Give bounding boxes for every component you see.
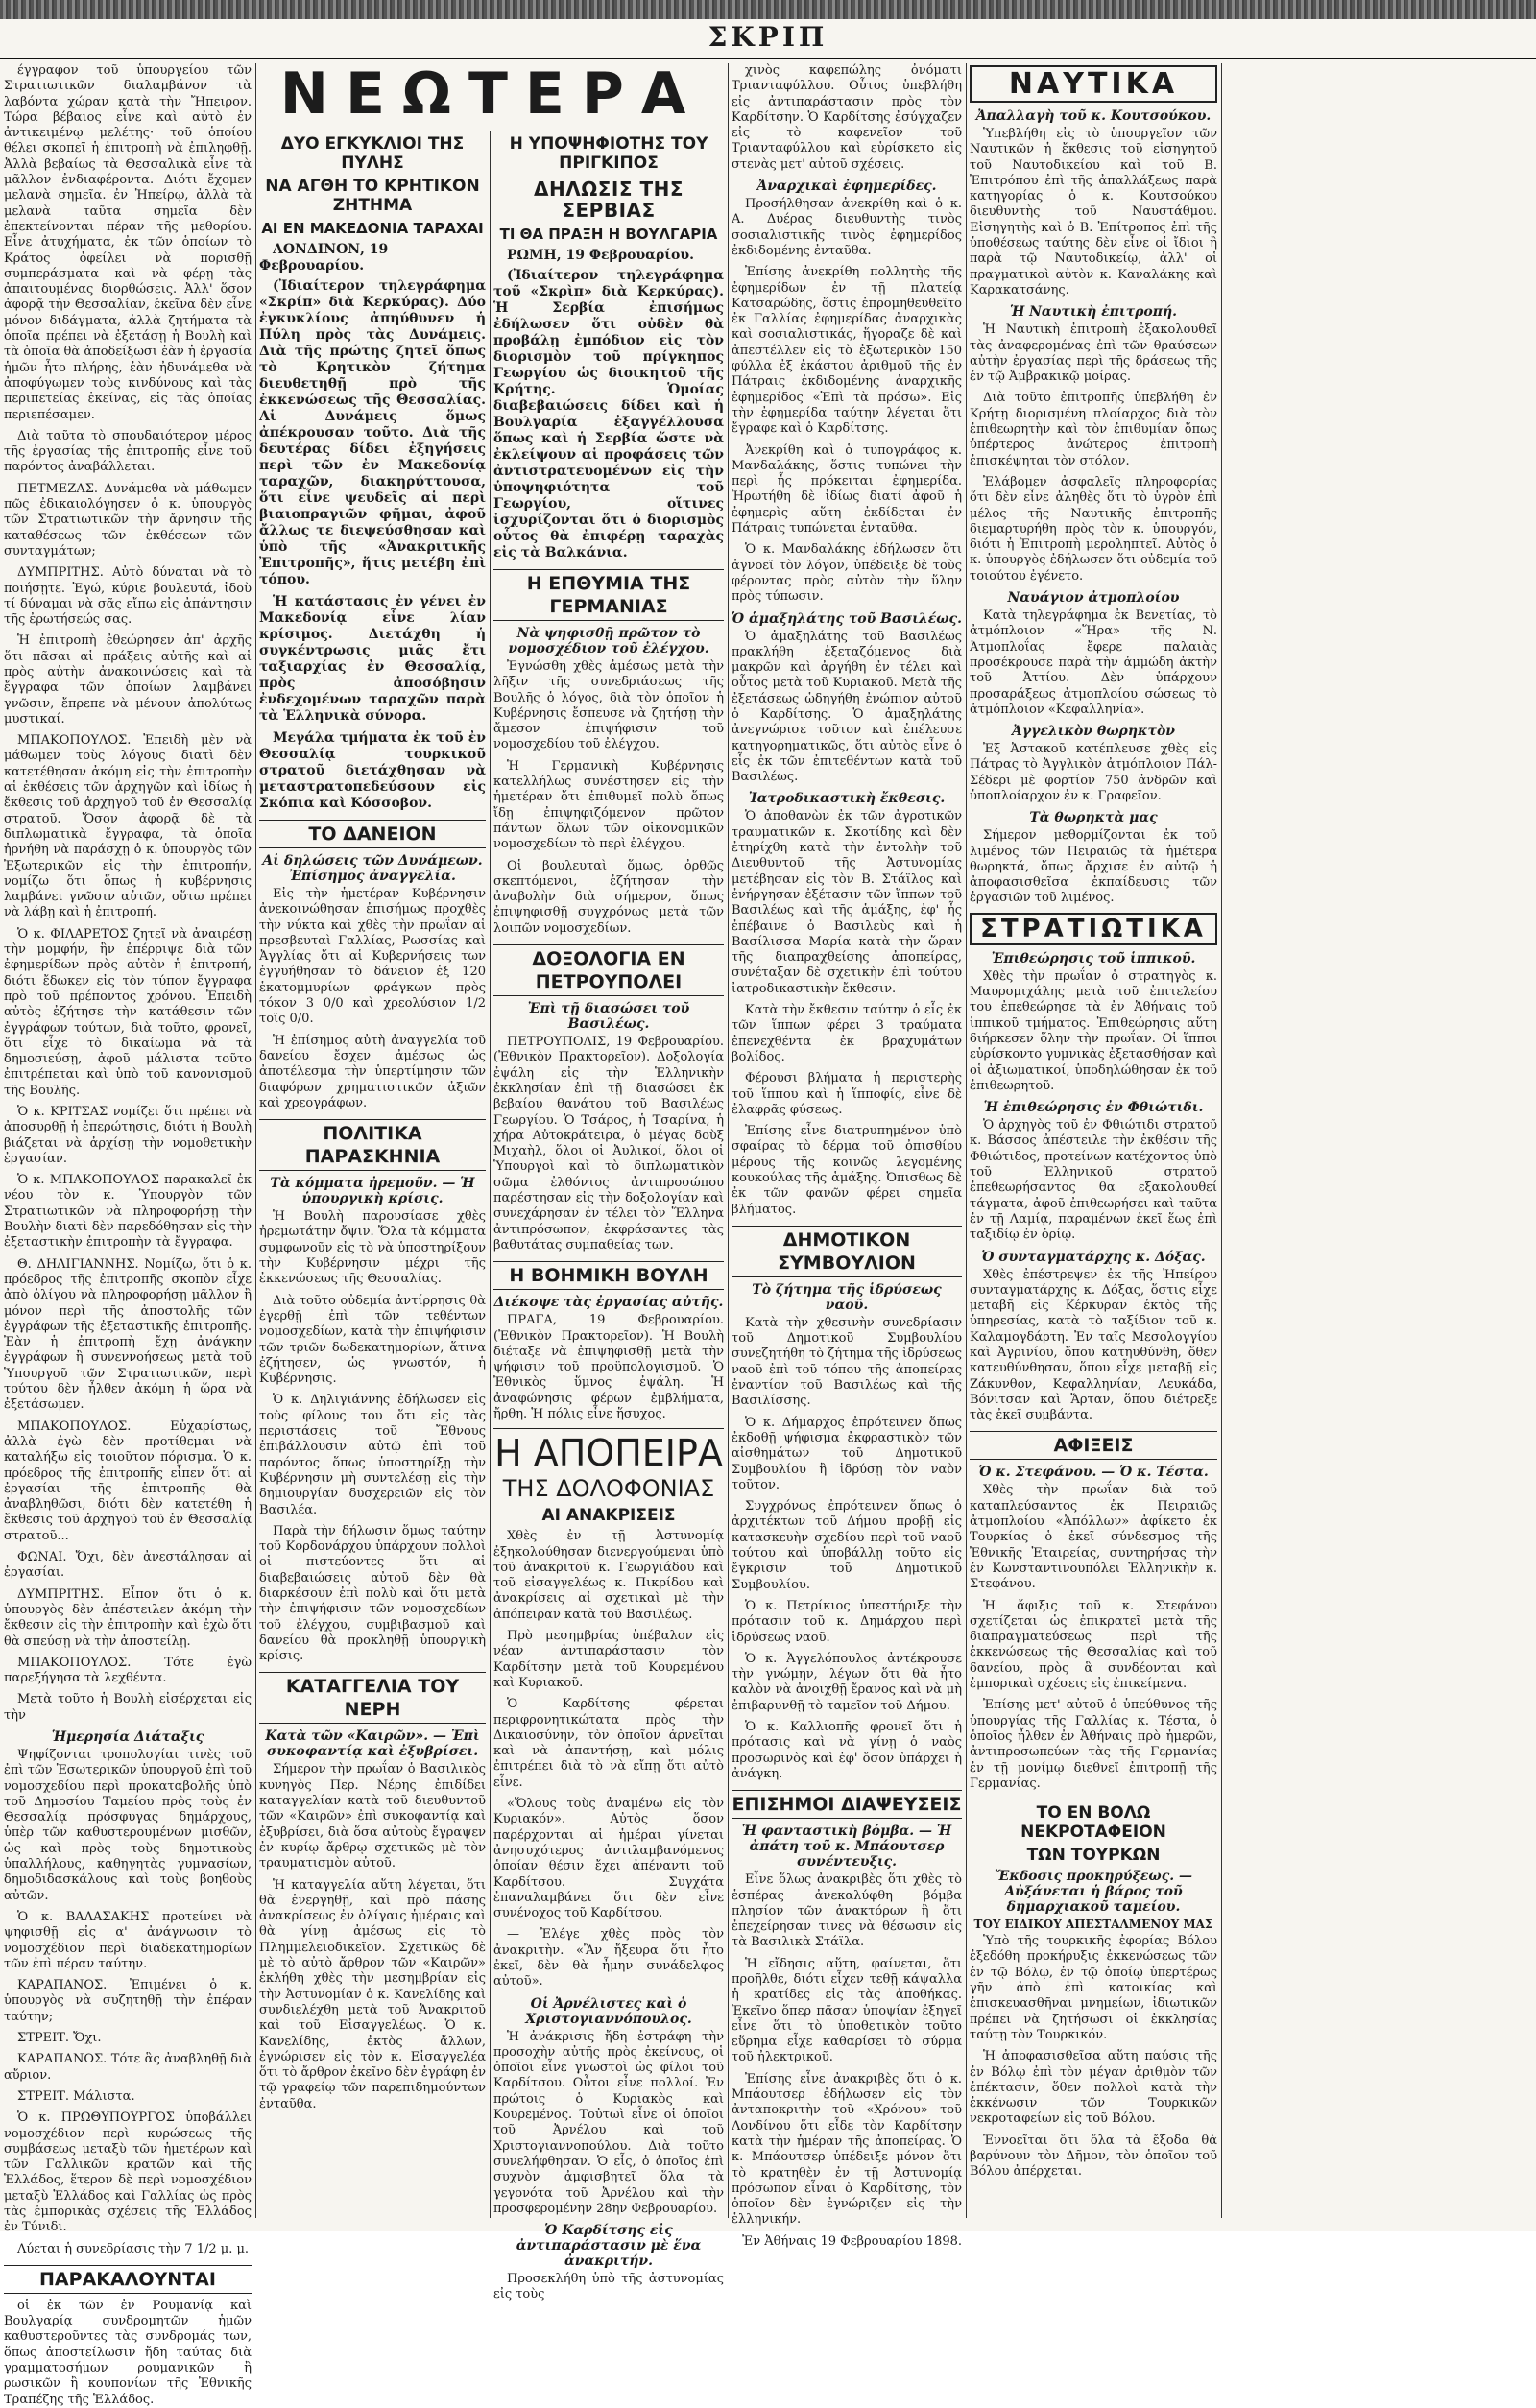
paragraph: Θ. ΔΗΛΙΓΙΑΝΝΗΣ. Νομίζω, ὅτι ὁ κ. πρόεδρος τῆς ἐπιτροπῆς σκοπὸν εἶχε ἀπὸ ὀλίγου νὰ πληροφορήσῃ μᾶλλον ἢ μόνον περὶ τῆς ἀποστολῆς τῶν ἐγγράφων τῆς ἐξεταστικῆς ἐπιτροπῆς. Ἐὰν ἡ ἐπιτροπὴ ἔχῃ ἀνάγκην ἐγγράφων ἢ συνεννοήσεως μετὰ τοῦ Ὑπουργοῦ τῶν Στρατιωτικῶν, περὶ τούτου δὲν ἦλθεν ἀκόμη ἡ ὥρα νὰ ἐξετάσωμεν. xyxy=(4,1256,252,1413)
paragraph: Ἡ Γερμανικὴ Κυβέρνησις κατελλήλως συνέστησεν εἰς τὴν ἡμετέραν ὅτι ἐπιθυμεῖ πολὺ ὅπως ἴδῃ ἐπιψηφιζόμενον πρῶτον πάντων ὅλων τῶν οἰκονομικῶν νομοσχεδίων τὸ περὶ ἐλέγχου. xyxy=(493,758,724,852)
paragraph: ΜΠΑΚΟΠΟΥΛΟΣ. Ἐπειδὴ μὲν νὰ μάθωμεν τοὺς λόγους διατὶ δὲν κατετέθησαν ἀκόμη εἰς τὴν ἐπιτροπὴν αἱ ἐκθέσεις τῶν ἀρχηγῶν καὶ ἰδίως ἡ ἔκθεσις τοῦ ἀρχηγοῦ τοῦ ἐν Θεσσαλίᾳ στρατοῦ. Ὅσον ἀφορᾷ δὲ τὰ διπλωματικὰ ἔγγραφα, τὰ ὁποῖα ἠρνήθη νὰ παράσχῃ ὁ κ. ὑπουργὸς τῶν Ἐξωτερικῶν εἰς τὴν ἐπιτροπήν, νομίζω ὅτι ὅπως ἡ κυβέρνησις λαμβάνει γνῶσιν αὐτῶν, οὕτω πρέπει νὰ λάβῃ καὶ ἡ ἐπιτροπή. xyxy=(4,733,252,920)
paragraph: Διὰ τοῦτο οὐδεμία ἀντίρρησις θὰ ἐγερθῇ ἐπὶ τῶν τεθέντων νομοσχεδίων, κατὰ τὴν ἐπιψήφισιν τῶν τριῶν δωδεκατημορίων, ἅτινα ἐζήτησεν, ὡς γνωστόν, ἡ Κυβέρνησις. xyxy=(259,1293,486,1387)
telegram-text: Μεγάλα τμήματα ἐκ τοῦ ἐν Θεσσαλίᾳ τουρκικοῦ στρατοῦ διετάχθησαν νὰ μεταστρατοπεδεύσουν εἰς Σκόπια καὶ Κόσσοβον. xyxy=(259,730,486,811)
paragraph: ΔΥΜΠΡΙΤΗΣ. Εἶπον ὅτι ὁ κ. ὑπουργὸς δὲν ἀπέστειλεν ἀκόμη τὴν ἔκθεσιν εἰς τὴν ἐπιτροπὴν καὶ ἐχὼ ὅτι θὰ σπεύσῃ νὰ τὴν ἀποστείλῃ. xyxy=(4,1586,252,1649)
paragraph: ΠΕΤΜΕΖΑΣ. Δυνάμεθα νὰ μάθωμεν πῶς ἐδικαιολόγησεν ὁ κ. ὑπουργὸς τῶν Στρατιωτικῶν τὴν ἄρνησιν τῆς καταθέσεως τῶν ἐκθέσεων τῶν συνταγμάτων; xyxy=(4,481,252,559)
paragraph: Ὁ κ. Ἀγγελόπουλος ἀντέκρουσε τὴν γνώμην, λέγων ὅτι θὰ ἦτο καλὸν νὰ ἀνοιχθῇ ἔρανος καὶ νὰ μὴ ἐπιβαρυνθῇ τὸ ταμεῖον τοῦ Δήμου. xyxy=(732,1651,962,1713)
paragraph: Παρὰ τὴν δήλωσιν ὅμως ταύτην τοῦ Κορδονάρχου ὑπάρχουν πολλοὶ οἱ πιστεύοντες ὅτι αἱ διαβεβαιώσεις αὐτοῦ δὲν θὰ διαρκέσουν ἐπὶ πολὺ καὶ ὅτι μετὰ τὴν ἐπιψήφισιν τῶν νομοσχεδίων τοῦ ἐλέγχου, συμβιβασμοῦ καὶ δανείου θὰ προκληθῇ ὑπουργικὴ κρίσις. xyxy=(259,1523,486,1664)
paragraph: ΜΠΑΚΟΠΟΥΛΟΣ. Τότε ἐγὼ παρεξήγησα τὰ λεχθέντα. xyxy=(4,1655,252,1686)
paragraph: Ἐπίσης ἀνεκρίθη πολλητὴς τῆς ἐφημερίδων ἐν τῇ πλατείᾳ Κατσαρώδης, ὅστις ἐπρομηθευθεῖτο ἐκ Γαλλίας ἐφημερίδας ἀναρχικὰς καὶ σοσιαλιστικάς, ἥγοραζε δὲ καὶ ἀπεστέλλεν εἰς τὸ ἐξωτερικὸν 150 φύλλα ἐξ ἑκάστου ἀριθμοῦ τῆς ἐν Πάτραις ἐκδιδομένης ἀναρχικῆς ἐφημερίδος «Ἐπὶ τὰ πρόσω». Εἰς τὴν ἐφημερίδα ταύτην λέγεται ὅτι ἔγραφε καὶ ὁ Καρδίτσης. xyxy=(732,265,962,437)
column-1 xyxy=(4,63,252,2407)
paragraph: Λύεται ἡ συνεδρίασις τὴν 7 1/2 μ. μ. xyxy=(17,2241,250,2256)
section-heading: Η ΕΠΘΥΜΙΑ ΤΗΣ ΓΕΡΜΑΝΙΑΣ xyxy=(493,569,724,621)
section-subheading: Ἡ φανταστικὴ βόμβα. — Ἡ ἀπάτη τοῦ κ. Μπάουτσερ συνέντευξις. xyxy=(741,1824,952,1871)
section-subheading: Ἐπιθεώρησις τοῦ ἱππικοῦ. xyxy=(991,950,1196,966)
notice-heading: ΠΑΡΑΚΑΛΟΥΝΤΑΙ xyxy=(4,2265,252,2294)
masthead-rule xyxy=(0,58,1536,59)
paragraph: Ὁ κ. ΠΡΩΘΥΠΟΥΡΓΟΣ ὑποβάλλει νομοσχέδιον περὶ κυρώσεως τῆς συμβάσεως μεταξὺ τῶν ἡμετέρων καὶ τῶν Γαλλικῶν κρατῶν καὶ τῆς Ἑλλάδος, ἕτερον δὲ περὶ νομοσχέδιον μεταξὺ Ἑλλάδος καὶ Γαλλίας ὡς πρὸς τὰς ἐμπορικὰς σχέσεις τῆς Ἑλλάδος ἐν Τύνιδι. xyxy=(4,2110,252,2235)
headline: ΤΟ ΕΝ ΒΟΛΩ ΝΕΚΡΟΤΑΦΕΙΟΝ xyxy=(970,1800,1217,1842)
paragraph: Ὁ κ. Δήμαρχος ἐπρότεινεν ὅπως ἐκδοθῇ ψήφισμα ἐκφραστικὸν τῶν αἰσθημάτων τοῦ Δημοτικοῦ Συμβουλίου ἢ ἱδρύσῃ τὸν ναὸν τοῦτον. xyxy=(732,1415,962,1492)
section-heading: ΠΟΛΙΤΙΚΑ ΠΑΡΑΣΚΗΝΙΑ xyxy=(259,1119,486,1171)
paragraph: Ὁ ἀρχηγὸς τοῦ ἐν Φθιώτιδι στρατοῦ κ. Βάσσος ἀπέστειλε τὴν ἐκθέσιν τῆς Φθιώτιδος, προτείνων κατέχοντος ὑπὸ τοῦ Ἑλληνικοῦ στρατοῦ ἐπεθεωρήσαντος θα εξακολουθεί τάγματα, ἀφοῦ ἐπιθεωρήσει καὶ ταῦτα ἐν τῇ Λαμίᾳ, παραμένων ἐκεῖ ἕως ἐπὶ ταξιδίῳ ἐν ὁρίῳ. xyxy=(970,1118,1217,1243)
paragraph: Ἡ καταγγελία αὕτη λέγεται, ὅτι θὰ ἐνεργηθῇ, καὶ πρὸ πάσης ἀνακρίσεως ἐν ὀλίγαις ἡμέραις καὶ θὰ γίνῃ ἀμέσως εἰς τὸ Πλημμελειοδικεῖον. Σχετικῶς δὲ μὲ τὸ αὐτὸ ἄρθρον τῶν «Καιρῶν» ἐκλήθη χθὲς τὴν μεσημβρίαν εἰς τὴν Ἀστυνομίαν ὁ κ. Κανελίδης καὶ συνδιελέχθη μετὰ τοῦ Ἀνακριτοῦ καὶ τοῦ Εἰσαγγελέως. Ὁ κ. Κανελίδης, ἐκτὸς ἄλλων, ἐγνώρισεν εἰς τὸν κ. Εἰσαγγελέα ὅτι τὸ ἄρθρον ἐκεῖνο δὲν ἐγράφη ἐν τῷ γραφείῳ τῶν παρεπιδημούντων ἐνταῦθα. xyxy=(259,1877,486,2111)
neotera-banner: ΝΕΩΤΕΡΑ xyxy=(279,60,704,128)
paragraph: Ἐπίσης μετ' αὐτοῦ ὁ ὑπεύθυνος τῆς ὑπουργίας τῆς Γαλλίας κ. Τέστα, ὁ ὁποῖος ἦλθεν ἐν Ἀθήναις πρὸ ἡμερῶν, ἀντιπροσωπεύων τὰς τῆς Γερμανίας ἐν τῇ μονίμῳ διεθνεῖ ἐπιτροπῇ τῆς Γερμανίας. xyxy=(970,1698,1217,1791)
section-subheading: Ἀγγελικὸν θωρηκτὸν xyxy=(1012,724,1175,740)
paragraph: Ἡ Βουλὴ παρουσίασε χθὲς ἠρεμωτάτην ὄψιν. Ὅλα τὰ κόμματα συμφωνοῦν εἰς τὸ νὰ ὑποστηρίξουν τὴν Κυβέρνησιν μέχρι τῆς ἐκκενώσεως τῆς Θεσσαλίας. xyxy=(259,1209,486,1287)
paragraph: Ἐξ Ἀστακοῦ κατέπλευσε χθὲς εἰς Πάτρας τὸ Ἀγγλικὸν ἀτμόπλοιον Πάλ-Σέδερι μὲ φορτίον 750 ἀνδρῶν καὶ ὑποπλοίαρχον ἐν κ. Γραφεῖον. xyxy=(970,742,1217,803)
paragraph: Χθὲς τὴν πρωΐαν διὰ τοῦ καταπλεύσαντος ἐκ Πειραιῶς ἀτμοπλοίου «Ἀπόλλων» ἀφίκετο ἐκ Τουρκίας ὁ ἐκεῖ σύνδεσμος τῆς Ἐθνικῆς Ἐταιρείας, συντηρήσας τὴν ἐν Κωνσταντινουπόλει Ἑλληνικὴν κ. Στεφάνου. xyxy=(970,1483,1217,1592)
headline: Η ΥΠΟΨΗΦΙΟΤΗΣ ΤΟΥ ΠΡΙΓΚΙΠΟΣ xyxy=(509,134,708,173)
headline: ΤΩΝ ΤΟΥΡΚΩΝ xyxy=(1026,1846,1161,1866)
section-heading: ΑΦΙΞΕΙΣ xyxy=(970,1431,1217,1460)
headline: ΝΑ ΑΓΘΗ ΤΟ ΚΡΗΤΙΚΟΝ ΖΗΤΗΜΑ xyxy=(265,177,480,215)
paragraph: Φέρουσι βλήματα ἡ περιστερὴς τοῦ ἵππου καὶ ἡ ἵπποφίς, εἶνε δὲ ἐλαφρᾶς φύσεως. xyxy=(732,1071,962,1117)
headline: ΑΙ ΕΝ ΜΑΚΕΔΟΝΙΑ ΤΑΡΑΧΑΙ xyxy=(261,220,484,237)
column-6-margin xyxy=(1225,63,1532,2218)
column-2 xyxy=(259,131,486,2218)
paragraph: Ἐννοεῖται ὅτι ὅλα τὰ ἔξοδα θὰ βαρύνουν τὸν Δῆμον, τὸν ὁποῖον τοῦ Βόλου ἀπέρχεται. xyxy=(970,2133,1217,2180)
paragraph: Κατὰ τὴν ἔκθεσιν ταύτην ὁ εἷς ἐκ τῶν ἵππων φέρει 3 τραύματα ἐπενεχθέντα ἐκ βραχυμάτων βολίδος. xyxy=(732,1003,962,1064)
headline: ΔΥΟ ΕΓΚΥΚΛΙΟΙ ΤΗΣ ΠΥΛΗΣ xyxy=(280,134,465,173)
paragraph: Ὁ ἀποθανὼν ἐκ τῶν ἀγροτικῶν τραυματικῶν κ. Σκοτίδης καὶ δὲν ἐτηρίχθη κατὰ τὴν ἐντολὴν τοῦ Διευθυντοῦ τῆς Ἀστυνομίας μετέβησαν εἰς τὸν Β. Στάϊλος καὶ ἐνήργησαν ἐξέτασιν τῶν ἵππων τοῦ Βασιλέως καὶ τῆς ἁμάξης, ἐφ' ἧς ἐπέβαινε ὁ Βασιλεὺς καὶ ἡ Βασίλισσα Μαρία κατὰ τὴν ὥραν τῆς διαπραχθείσης ἀποπείρας, συνέταξαν δὲ σχετικὴν ἐπὶ τούτου ἰατροδικαστικὴν ἔκθεσιν. xyxy=(732,809,962,996)
paragraph: Πρὸ μεσημβρίας ὑπέβαλον εἰς νέαν ἀντιπαράστασιν τὸν Καρδίτσην μετὰ τοῦ Κουρεμένου καὶ Κυριακοῦ. xyxy=(493,1629,724,1690)
paragraph: Εἰς τὴν ἡμετέραν Κυβέρνησιν ἀνεκοινώθησαν ἐπισήμως προχθὲς τὴν νύκτα καὶ χθὲς τὴν πρωΐαν αἱ πρεσβευταὶ Γαλλίας, Ρωσσίας καὶ Ἀγγλίας ὅτι αἱ Κυβερνήσεις των ἐγγυήθησαν τὸ δάνειον ἐξ 120 ἑκατομμυρίων φράγκων πρὸς τόκον 3 0/0 καὶ χρεολύσιον 1/2 τοῖς 0/0. xyxy=(259,887,486,1027)
paragraph: ΜΠΑΚΟΠΟΥΛΟΣ. Εὐχαρίστως, ἀλλὰ ἐγὼ δὲν προτίθεμαι νὰ καταλήξω εἰς τοιοῦτον πόρισμα. Ὁ κ. πρόεδρος τῆς ἐπιτροπῆς εἶπεν ὅτι αἱ ἐργασίαι τῆς ἐπιτροπῆς θὰ ἀναβληθῶσι, διότι δὲν κατετέθη ἡ ἔκθεσις τοῦ ἀρχηγοῦ τοῦ ἐν Θεσσαλίᾳ στρατοῦ... xyxy=(4,1419,252,1543)
section-subheading: Ὁ συνταγματάρχης κ. Δόξας. xyxy=(981,1249,1206,1265)
section-heading: Η ΒΟΗΜΙΚΗ ΒΟΥΛΗ xyxy=(493,1261,724,1290)
paragraph: Ὁ κ. Δηλιγιάννης ἐδήλωσεν εἰς τοὺς φίλους του ὅτι εἰς τὰς περιστάσεις τοῦ Ἔθνους ἐπιβάλλουσιν αὐτῷ ἐπὶ τοῦ παρόντος ὅπως ὑποστηρίξῃ τὴν Κυβέρνησιν μὴ συντελέσῃ εἰς τὴν δημιουργίαν δυσχερειῶν εἰς τὸν Βασιλέα. xyxy=(259,1393,486,1517)
section-subheading: Ναυάγιον ἀτμοπλοίου xyxy=(1007,590,1180,607)
paragraph: Ὁ κ. ΦΙΛΑΡΕΤΟΣ ζητεῖ νὰ ἀναιρέσῃ τὴν μομφήν, ἣν ἐπέρριψε διὰ τῶν ἐφημερίδων πρὸς αὐτὸν ἡ ἐπιτροπή, διότι ἔδωκεν εἰς τὸν τύπον ἔγγραφα πρὸ τοῦ πρέποντος χρόνου. Ἐπειδὴ αὐτὸς ἐζήτησε τὴν κατάθεσιν τῶν ἐγγράφων τούτων, διὰ τοῦτο, φρονεῖ, ὅτι εἶχε τὸ δικαίωμα νὰ τὰ δημοσιεύσῃ, ἀφοῦ μάλιστα τοῦτο ἐπιτρέπεται καὶ ὑπὸ τοῦ κανονισμοῦ τῆς Βουλῆς. xyxy=(4,926,252,1098)
paragraph: Ἡ ἀποφασισθεῖσα αὕτη παύσις τῆς ἐν Βόλῳ ἐπὶ τὸν μέγαν ἀριθμὸν τῶν ἐπέκτασιν, ὅθεν πολλοὶ κατὰ τὴν ἐκκένωσιν τῶν Τουρκικῶν νεκροταφείων εἰς τοῦ Βόλου. xyxy=(970,2049,1217,2127)
section-subheading: Διέκοψε τὰς ἐργασίας αὐτῆς. xyxy=(493,1295,724,1311)
paragraph: χινὸς καφεπώλης ὀνόματι Τριανταφύλλου. Οὗτος ὑπεβλήθη εἰς ἀντιπαράστασιν πρὸς τὸν Καρδίτσην. Ὁ Καρδίτσης ἐσύγχαζεν εἰς τὸ καφενεῖον τοῦ Τριανταφύλλου καὶ εὑρίσκετο εἰς στενὰς μετ' αὐτοῦ σχέσεις. xyxy=(732,63,962,172)
paragraph: ΠΕΤΡΟΥΠΟΛΙΣ, 19 Φεβρουαρίου. (Ἐθνικὸν Πρακτορεῖον). Δοξολογία ἐψάλη εἰς τὴν Ἑλληνικὴν ἐκκλησίαν ἐπὶ τῇ διασώσει ἐκ βεβαίου θανάτου τοῦ Βασιλέως Γεωργίου. Ὁ Τσάρος, ἡ Τσαρίνα, ἡ χήρα Αὐτοκράτειρα, ὁ μέγας δοὺξ Μιχαὴλ, ὅλοι οἱ Ἀυλικοί, ὅλοι οἱ Ὑπουργοὶ καὶ τὸ διπλωματικὸν σῶμα ἐλθόντος ἀντιπροσώπου παρέστησαν εἰς τὴν δοξολογίαν καὶ συνεχάρησαν ἐν τέλει τὸν Ἕλληνα ἀντιπρόσωπον, ἐκφράσαντες τὰς βαθυτάτας συμπαθείας των. xyxy=(493,1035,724,1252)
paragraph: Ἡ εἴδησις αὕτη, φαίνεται, ὅτι προῆλθε, διότι εἶχεν τεθῇ κάψαλλα ἡ κρατίδες εἰς τὰς ἀποθήκας. Ἐκεῖνο ὅπερ πᾶσαν ὑποψίαν ἐξηγεῖ εἶνε ὅτι τὸ ὑποθετικὸν τοῦτο εὕρημα εἶχε καθαρίσει τὸ σύρμα τοῦ ἠλεκτρικοῦ. xyxy=(732,1956,962,2065)
column-5 xyxy=(970,63,1217,2218)
byline: ΤΟΥ ΕΙΔΙΚΟΥ ΑΠΕΣΤΑΛΜΕΝΟΥ ΜΑΣ xyxy=(973,1918,1213,1932)
paragraph: «Ὅλους τοὺς ἀναμένω εἰς τὸν Κυριακόν». Αὐτὸς ὅσον παρέρχονται αἱ ἡμέραι γίνεται ἀνησυχότερος ἀντιλαμβανόμενος ὁποίαν θέσιν ἔχει ἀπέναντι τοῦ Καρδίτσου. Συγχάτα ἐπαναλαμβάνει ὅτι δὲν εἶνε συνένοχος τοῦ Καρδίτσου. xyxy=(493,1797,724,1921)
dateline: ΛΟΝΔΙΝΟΝ, 19 Φεβρουαρίου. xyxy=(259,242,389,274)
paragraph: ΣΤΡΕΙΤ. Μάλιστα. xyxy=(17,2088,135,2104)
paragraph: Ψηφίζονται τροπολογίαι τινὲς τοῦ ἐπὶ τῶν Ἐσωτερικῶν ὑπουργοῦ ἐπὶ τοῦ νομοσχεδίου περὶ προκαταβολῆς ὑπὸ τοῦ Δημοσίου Ταμείου πρὸς τοὺς ἐν Θεσσαλίᾳ πρόσφυγας δημάρχους, ὑπὲρ τῶν καθυστερουμένων μισθῶν, ὡς καὶ πρὸς τοὺς δημοτικοὺς ὑπαλλήλους, καθηγητὰς γυμνασίων, δημοδιδασκάλους καὶ τοὺς βοηθοὺς αὐτῶν. xyxy=(4,1747,252,1903)
paragraph: Προσήλθησαν ἀνεκρίθη καὶ ὁ κ. Α. Δυέρας διευθυντὴς τινὸς σοσιαλιστικῆς τινὸς ἐφημερίδος ἐκδιδομένης ἐνταῦθα. xyxy=(732,197,962,258)
paragraph: Χθὲς ἐν τῇ Ἀστυνομίᾳ ἐξηκολούθησαν διενεργούμεναι ὑπὸ τοῦ ἀνακριτοῦ κ. Γεωργιάδου καὶ τοῦ εἰσαγγελέως κ. Πικρίδου καὶ ἀνακρίσεις αἱ σχετικαὶ μὲ τὴν ἀπόπειραν κατὰ τοῦ Βασιλέως. xyxy=(493,1529,724,1622)
section-subheading: Ἐπὶ τῇ διασώσει τοῦ Βασιλέως. xyxy=(527,1001,690,1033)
section-subheading: Ὁ κ. Στεφάνου. — Ὁ κ. Τέστα. xyxy=(978,1465,1209,1481)
paragraph: Σήμερον τὴν πρωΐαν ὁ Βασιλικὸς κυνηγὸς Περ. Νέρης ἐπιδίδει καταγγελίαν κατὰ τοῦ διευθυντοῦ τῶν «Καιρῶν» ἐπὶ συκοφαντίᾳ καὶ ἐξυβρίσει, διὰ ὅσα αὐτοὺς ἔγραψεν ἐν κυρίῳ ἄρθρῳ σχετικῶς μὲ τὸν τραυματισμὸν αὐτοῦ. xyxy=(259,1762,486,1872)
paragraph: Ὁ κ. Πετρίκιος ὑπεστήριξε τὴν πρότασιν τοῦ κ. Δημάρχου περὶ ἱδρύσεως ναοῦ. xyxy=(732,1598,962,1645)
paragraph: Ὑπεβλήθη εἰς τὸ ὑπουργεῖον τῶν Ναυτικῶν ἡ ἔκθεσις τοῦ εἰσηγητοῦ τοῦ Ναυτοδικείου καὶ τοῦ Β. Ἐπιτρόπου ἐπὶ τῆς ἀπαλλάξεως παρὰ κατηγορίας ὁ κ. Κουτσούκου διευθυντὴς τοῦ Ναυστάθμου. Εἰσηγητὴς καὶ ὁ Β. Ἐπίτροπος ἐπὶ τῆς ὑποθέσεως ταύτης δὲν εἶνε οἱ ἴδιοι ἢ παρὰ τῷ Ναυτοδικείῳ, ἀλλ' οἱ πραγματικοὶ αὐτὸν κ. Καναλάκης καὶ Καρακατσάνης. xyxy=(970,127,1217,298)
masthead: ΣΚΡΙΠ xyxy=(708,21,828,53)
section-heading: ΤΟ ΔΑΝΕΙΟΝ xyxy=(259,820,486,848)
paragraph: Ἡ ἐπιτροπὴ ἐθεώρησεν ἀπ' ἀρχῆς ὅτι πᾶσαι αἱ πράξεις αὐτῆς καὶ αἱ πρὸς αὐτὴν ἀνακοινώσεις καὶ τὰ ἔγγραφα τῶν ὁποίων λαμβάνει γνῶσιν, ἔπρεπε νὰ μένουν ἀπολύτως μυστικαί. xyxy=(4,633,252,727)
dateline: ΡΩΜΗ, 19 Φεβρουαρίου. xyxy=(507,248,694,263)
paragraph: Ὁ κ. Καλλιοπῆς φρονεῖ ὅτι ἡ πρότασις καὶ νὰ γίνῃ ὁ ναὸς προσωρινὸς καὶ ἐφ' ὅσον ὑπάρχει ἡ ἀνάγκη. xyxy=(732,1720,962,1781)
top-border-band xyxy=(0,0,1536,19)
headline: ΤΙ ΘΑ ΠΡΑΞΗ Η ΒΟΥΛΓΑΡΙΑ xyxy=(499,226,718,243)
telegram-text: Ἡ κατάστασις ἐν γένει ἐν Μακεδονίᾳ εἶνε λίαν κρίσιμος. Διετάχθη ἡ συγκέντρωσις μιᾶς ἔτι ταξιαρχίας ἐν Θεσσαλίᾳ, πρὸς ἀποσόβησιν ἐνδεχομένων ταραχῶν παρὰ τὰ Ἑλληνικὰ σύνορα. xyxy=(259,594,486,724)
section-subheading: Οἱ Ἀρνέλιστες καὶ ὁ Χριστογιαννόπουλος. xyxy=(525,1995,692,2027)
paragraph: Ἐλάβομεν ἀσφαλεῖς πληροφορίας ὅτι δὲν εἶνε ἀληθὲς ὅτι τὸ ὑγρὸν ἐπὶ μέλος τῆς Ναυτικῆς ἐπιτροπῆς διεμαρτυρήθη πρὸς τὸν κ. ὑπουργόν, διότι ἡ Ἐπιτροπὴ μεροληπτεῖ. Αὐτὸς ὁ κ. ὑπουργὸς ἐδήλωσεν ὅτι οὐδεμία τοῦ τοιούτου ἐγένετο. xyxy=(970,474,1217,584)
headline: ΔΗΛΩΣΙΣ ΤΗΣ ΣΕΡΒΙΑΣ xyxy=(534,178,684,222)
column-rule xyxy=(255,63,256,2218)
paragraph: Ὑπὸ τῆς τουρκικῆς ἐφορίας Βόλου ἐξεδόθη προκήρυξις ἐκκενώσεως τῶν ἐν τῷ Βόλῳ, ἐν τῷ ὁποίῳ ὑπερτέρως γῆν ἀπὸ ἐπὶ κατοικίας καὶ ἐπισκευασθῆναι μνημείων, ἰδιωτικῶν πρέπει νὰ ζητήσωσι οἱ ἐκκλησίας ταύτῃ τὸν Τουρκικόν. xyxy=(970,1934,1217,2042)
paragraph: Χθὲς ἐπέστρεψεν ἐκ τῆς Ἠπείρου συνταγματάρχης κ. Δόξας, ὅστις εἶχε μεταβῆ εἰς Κέρκυραν ἐκτὸς τῆς ὑπηρεσίας, κατὰ τὸ ταξίδιον τοῦ κ. Καλαμογδάρτη. Ἐν ταῖς Μεσολογγίου καὶ Ἀγρινίου, ὅπου κατηυθύνθη, ὅθεν κατευθύνθησαν, ὅπου εἶχε μεταβῇ εἰς Ζάκυνθον, Κεφαλληνίαν, Λευκάδα, Βόνιτσαν καὶ Ἄρταν, ὅπου διέτρεξε τὰς ἐκεῖ συμβάντα. xyxy=(970,1267,1217,1423)
section-subheading: Τὰ θωρηκτὰ μας xyxy=(1029,810,1158,826)
notice-text: οἱ ἐκ τῶν ἐν Ρουμανίᾳ καὶ Βουλγαρίᾳ συνδρομητῶν ἡμῶν καθυστεροῦντες τὰς συνδρομάς των, ὅπως ἀποστείλωσιν ἤδη ταύτας διὰ γραμματοσήμων ρουμανικῶν ἢ ρωσικῶν ἢ κουπονίων τῆς Ἐθνικῆς Τραπέζης τῆς Ἑλλάδος. xyxy=(4,2298,252,2407)
paragraph: Ἐγνώσθη χθὲς ἀμέσως μετὰ τὴν λῆξιν τῆς συνεδριάσεως τῆς Βουλῆς ὁ λόγος, διὰ τὸν ὁποῖον ἡ Κυβέρνησις ἔσπευσε νὰ ζητήσῃ τὴν ἄμεσον ἐπιψήφισιν τοῦ νομοσχεδίου τοῦ ἐλέγχου. xyxy=(493,659,724,752)
paragraph: Μετὰ τοῦτο ἡ Βουλὴ εἰσέρχεται εἰς τὴν xyxy=(4,1692,252,1723)
column-4 xyxy=(732,63,962,2249)
section-heading: ΔΟΞΟΛΟΓΙΑ ΕΝ ΠΕΤΡΟΥΠΟΛΕΙ xyxy=(493,944,724,996)
section-subheading: Τὰ κόμματα ἠρεμοῦν. — Ἡ ὑπουργικὴ κρίσις. xyxy=(270,1176,475,1207)
section-subheading: Ἡ ἐπιθεώρησις ἐν Φθιώτιδι. xyxy=(983,1100,1204,1116)
section-subheading: Ἔκδοσις προκηρύξεως. — Αὐξάνεται ἡ βάρος τοῦ δημαρχιακοῦ ταμείου. xyxy=(995,1869,1192,1916)
paragraph: ΚΑΡΑΠΑΝΟΣ. Ἐπιμένει ὁ κ. ὑπουργὸς νὰ συζητηθῇ τὴν ἐπέραν ταύτην; xyxy=(4,1978,252,2024)
paragraph: Κατὰ τὴν χθεσινὴν συνεδρίασιν τοῦ Δημοτικοῦ Συμβουλίου συνεζητήθη τὸ ζήτημα τῆς ἱδρύσεως ναοῦ ἐπὶ τοῦ τόπου τῆς ἀποπείρας ἐναντίον τοῦ Βασιλέως καὶ τῆς Βασιλίσσης. xyxy=(732,1315,962,1409)
paragraph: Ὁ Καρδίτσης φέρεται περιφρονητικώτατα πρὸς τὴν Δικαιοσύνην, τὸν ὁποῖον ἀρνεῖται καὶ νὰ ἀπαντήσῃ, καὶ μόλις ἐπιτρέπει διὰ τὸ νὰ εἴπῃ ὅτι αὐτὸ εἶνε. xyxy=(493,1697,724,1790)
section-heading-nautika: ΝΑΥΤΙΚΑ xyxy=(970,65,1217,103)
headline: ΑΙ ΑΝΑΚΡΙΣΕΙΣ xyxy=(541,1506,676,1526)
paragraph: Ἐπίσης εἶνε ἀνακριβὲς ὅτι ὁ κ. Μπάουτσερ ἐδήλωσεν εἰς τὸν ἀνταποκριτὴν τοῦ «Χρόνου» τοῦ Λονδίνου ὅτι εἶδε τὸν Καρδίτσην κατὰ τὴν ἡμέραν τῆς ἀποπείρας. Ὁ κ. Μπάουτσερ ὑπέδειξε μόνον ὅτι τὸ κρατηθὲν ἐν τῇ Ἀστυνομίᾳ πρόσωπον εἶναι ὁ Καρδίτσης, τὸν ὁποῖον δὲν ἐγνώριζεν εἰς τὴν ἑλληνικήν. xyxy=(732,2071,962,2228)
paragraph: ΠΡΑΓΑ, 19 Φεβρουαρίου. (Ἐθνικὸν Πρακτορεῖον). Ἡ Βουλὴ διέταξε νὰ ἐπιψηφισθῇ μετὰ τὴν ψήφισιν τοῦ προϋπολογισμοῦ. Ὁ Ἐθνικὸς ὕμνος ἐψάλη. Ἡ ἀναφώνησις φέρων ἐμβλήματα, ἤρθη. Ἡ πόλις εἶνε ἥσυχος. xyxy=(493,1313,724,1421)
paragraph: Ἡ ἐπίσημος αὐτὴ ἀναγγελία τοῦ δανείου ἔσχεν ἀμέσως ὡς ἀποτέλεσμα τὴν ὑπερτίμησιν τῶν διαφόρων χρηματιστικῶν ἀξιῶν καὶ χρεογράφων. xyxy=(259,1033,486,1110)
section-subheading: Ἀπαλλαγὴ τοῦ κ. Κουτσούκου. xyxy=(975,108,1212,124)
paragraph: Ἀνεκρίθη καὶ ὁ τυπογράφος κ. Μανδαλάκης, ὅστις τυπώνει τὴν περὶ ἧς πρόκειται ἐφημερίδα. Ἠρωτήθη δὲ ἰδίως διατί ἀφοῦ ἡ ἐφημερὶς αὕτη ἐκδίδεται ἐν Πάτραις τυπώνεται ἐνταῦθα. xyxy=(732,442,962,536)
paragraph: Ὁ κ. ΚΡΙΤΣΑΣ νομίζει ὅτι πρέπει νὰ ἀποσυρθῇ ἡ ἐπερώτησις, διότι ἡ Βουλὴ βιάζεται νὰ ἀρχίσῃ τὴν νομοθετικὴν ἐργασίαν. xyxy=(4,1105,252,1166)
paragraph: Προσεκλήθη ὑπὸ τῆς ἀστυνομίας εἰς τοὺς xyxy=(493,2272,724,2302)
paragraph: ΦΩΝΑΙ. Ὄχι, δὲν ἀνεστάλησαν αἱ ἐργασίαι. xyxy=(4,1550,252,1581)
paragraph: Χθὲς τὴν πρωΐαν ὁ στρατηγὸς κ. Μαυρομιχάλης μετὰ τοῦ ἐπιτελείου του ἐπεθεώρησε τὰ ἐν Ἀθήναις τοῦ ἱππικοῦ τμήματος. Ἐπιθεώρησις αὕτη διήρκεσεν ὅλην τὴν πρωΐαν. Οἱ ἵπποι εὑρίσκοντο γυμνικὰς ἐξετασθήσαν καὶ οἱ ἀξιωματικοί, ὑποδηλώθησαν ἐκ τοῦ ἐπιθεωρητοῦ. xyxy=(970,968,1217,1093)
section-heading: ΕΠΙΣΗΜΟΙ ΔΙΑΨΕΥΣΕΙΣ xyxy=(732,1790,962,1819)
paragraph: Σήμερον μεθορμίζονται ἐκ τοῦ λιμένος τῶν Πειραιῶς τὰ ἡμέτερα θωρηκτά, ὅπως ἄρχισε ἐν αὐτῷ ἡ ἀποφασισθεῖσα ἐκπαίδευσις τῶν ἐργασιῶν τοῦ λιμένος. xyxy=(970,828,1217,906)
paragraph: Ἡ ἀνάκρισις ἤδη ἐστράφη τὴν προσοχὴν αὐτῆς πρὸς ἐκείνους, οἱ ὁποῖοι εἶνε γνωστοὶ ὡς φίλοι τοῦ Καρδίτσου. Οὗτοι εἶνε πολλοί. Ἐν πρώτοις ὁ Κυριακὸς καὶ Κουρεμένος. Τοὐτωὶ εἶνε οἱ ὁποῖοι τοῦ Ἀρνέλου καὶ τοῦ Χριστογιαννοπούλου. Διὰ τοῦτο συνελήφθησαν. Ὁ εἷς, ὁ ὁποῖος ἐπὶ συχνὸν ἀμφισβητεῖ ὅλα τὰ γεγονότα τοῦ Ἀρνέλου καὶ τὴν προσφερομένην 28ην Φεβρουαρίου. xyxy=(493,2029,724,2216)
column-rule xyxy=(1221,63,1222,2218)
paragraph: Κατὰ τηλεγράφημα ἐκ Βενετίας, τὸ ἀτμόπλοιον «Ἥρα» τῆς Ν. Ἀτμοπλοΐας ἔφερε παλαιὰς προσέκρουσε παρὰ τὴν ἀμμώδη ἀκτὴν τοῦ Ἀττίου. Δὲν ὑπάρχουν προσαράξεως ἀτμοπλοίου σώσεως τὸ ἀτμόπλοιον «Κεφαλληνία». xyxy=(970,608,1217,717)
paragraph: Ὁ κ. ΜΠΑΚΟΠΟΥΛΟΣ παρακαλεῖ ἐκ νέου τὸν κ. Ὑπουργὸν τῶν Στρατιωτικῶν νὰ πληροφορήσῃ τὴν Βουλὴν διατὶ δὲν παρεδόθησαν εἰς τὴν ἐξεταστικὴν ἐπιτροπὴν τὰ ἔγγραφα. xyxy=(4,1173,252,1251)
paragraph: Διὰ τοῦτο ἐπιτροπῆς ὑπεβλήθη ἐν Κρήτῃ διορισμένη πλοίαρχος διὰ τὸν ἐπιθεωρητὴν καὶ τὸν ἐπιθυμίαν ὅπως ὑπέρτερος ἀνώτερος ἐπιτροπὴ ἐπισκέψηται τὸν στόλον. xyxy=(970,391,1217,468)
paragraph: ΔΥΜΠΡΙΤΗΣ. Αὐτὸ δύναται νὰ τὸ ποιήσῃτε. Ἐγώ, κύριε βουλευτά, ἰδοὺ τί δύναμαι νὰ σᾶς εἴπω εἰς ἀπάντησιν τῆς ἐρωτήσεώς σας. xyxy=(4,565,252,628)
paragraph: Ἡ Ναυτικὴ ἐπιτροπὴ ἐξακολουθεῖ τὰς ἀναφερομένας ἐπὶ τῶν θραύσεων αὐτὴν ἐργασίας περὶ τῆς δράσεως τῆς ἐν τῷ Ἀμβρακικῷ μοίρας. xyxy=(970,322,1217,385)
column-rule xyxy=(728,63,729,2218)
paragraph: Διὰ ταῦτα τὸ σπουδαιότερον μέρος τῆς ἐργασίας τῆς ἐπιτροπῆς εἶνε τοῦ παρόντος ἀναβάλλεται. xyxy=(4,428,252,475)
section-subheading: Ἡμερησία Διάταξις xyxy=(51,1729,204,1745)
paragraph: — Ἐλέγε χθὲς πρὸς τὸν ἀνακριτὴν. «Ἂν ἤξευρα ὅτι ἦτο ἐκεῖ, δὲν θὰ ἦμην συνάδελφος αὐτοῦ». xyxy=(493,1927,724,1990)
paragraph: έγγραφον τοῦ ὑπουργείου τῶν Στρατιωτικῶν διαλαμβάνον τὰ λαβόντα χώραν κατὰ τὴν Ἤπειρον. Τώρα βέβαιος εἶνε καὶ αὐτὸ ἐν ἀντικειμένῳ μελέτης· τοῦ ὁποίου θέλει σκοπεῖ ἡ ἐπιτροπὴ νὰ ἐπιληφθῇ. Ἀλλὰ βεβαίως τὰ Θεσσαλικὰ εἶνε τὰ μᾶλλον ἐνδιαφέροντα. Διότι ἔχομεν μελανὰ σημεῖα. ἐν Ἠπείρῳ, ἀλλὰ τὰ μελανὰ ταῦτα σημεῖα δὲν ἐπεκτείνονται πέραν τῆς μεθορίου. Εἶνε ἀτυχήματα, ἐκ τῶν ὁποίων τὸ Κράτος ὀφείλει νὰ πορισθῇ συμπεράσματα καὶ νὰ φέρῃ τὰς ἀπαιτουμένας διορθώσεις. Ἀλλ' ὅσον ἀφορᾷ τὴν Θεσσαλίαν, ἐκεῖνα δὲν εἶνε μόνον διδάγματα, ἀλλὰ ζητήματα τὰ ὁποῖα πρέπει νὰ ἐξετάσῃ ἡ Βουλὴ καὶ τὰ ὁποῖα θὰ ἀποδείξωσι ἐὰν ἡ ἐργασία ἡμῶν ἦτο πλήρης, ἐὰν ἠδυνάμεθα νὰ ἀποφύγωμεν τοὺς κινδύνους καὶ τὰς περιπετείας ἐκείνας, εἰς τὰς ὁποίας περιεπέσαμεν. xyxy=(4,63,252,422)
headline-large: Η ΑΠΟΠΕΙΡΑ xyxy=(493,1428,724,1473)
section-subheading: Ὁ Καρδίτσης εἰς ἀντιπαράστασιν μὲ ἕνα ἀνακριτήν. xyxy=(516,2223,702,2270)
closing-dateline: Ἐν Ἀθήναις 19 Φεβρουαρίου 1898. xyxy=(742,2233,962,2249)
paragraph: ΣΤΡΕΙΤ. Ὄχι. xyxy=(17,2031,102,2046)
section-subheading: Ἡ Ναυτικὴ ἐπιτροπή. xyxy=(1009,304,1178,321)
column-rule xyxy=(490,131,491,2218)
paragraph: Συγχρόνως ἐπρότεινεν ὅπως ὁ ἀρχιτέκτων τοῦ Δήμου προβῇ εἰς κατασκευὴν σχεδίου περὶ τοῦ ναοῦ τούτου καὶ ὑποβάλλῃ τοῦτο εἰς ἔγκρισιν τοῦ Δημοτικοῦ Συμβουλίου. xyxy=(732,1499,962,1592)
section-subheading: Ὁ ἁμαξηλάτης τοῦ Βασιλέως. xyxy=(732,610,962,627)
section-subheading: Ἰατροδικαστικὴ ἔκθεσις. xyxy=(748,791,946,807)
section-subheading: Νὰ ψηφισθῇ πρῶτον τὸ νομοσχέδιον τοῦ ἐλέγχου. xyxy=(508,626,709,656)
paragraph: Εἶνε ὅλως ἀνακριβὲς ὅτι χθὲς τὸ ἑσπέρας ἀνεκαλύφθη βόμβα πλησίον τῶν ἀνακτόρων ἢ ὅτι ἐπεχείρησαν τινες νὰ θέσωσιν εἰς τὰ Βασιλικὰ Στάϊλα. xyxy=(732,1872,962,1950)
section-subheading: Κατὰ τῶν «Καιρῶν». — Ἐπὶ συκοφαντίᾳ καὶ ἐξυβρίσει. xyxy=(265,1729,480,1760)
paragraph: Οἱ βουλευταὶ ὅμως, ὀρθῶς σκεπτόμενοι, ἐζήτησαν τὴν ἀναβολὴν διὰ σήμερον, ὅπως ἐπιψηφισθῇ συγχρόνως μετὰ τῶν λοιπῶν νομοσχεδίων. xyxy=(493,858,724,936)
telegram-text: (Ἰδιαίτερον τηλεγράφημα «Σκρίπ» διὰ Κερκύρας). Δύο ἐγκυκλίους ἀπηύθυνεν ἡ Πύλη πρὸς τὰς Δυνάμεις. Διὰ τῆς πρώτης ζητεῖ ὅπως τὸ Κρητικὸν ζήτημα διευθετηθῇ πρὸ τῆς ἐκκενώσεως τῆς Θεσσαλίας. Αἱ Δυνάμεις ὅμως ἀπέκρουσαν τοῦτο. Διὰ τῆς δευτέρας δίδει ἐξηγήσεις περὶ τῶν ἐν Μακεδονίᾳ ταραχῶν, διακηρύττουσα, ὅτι εἶνε ψευδεῖς αἱ περὶ βιαιοπραγιῶν φῆμαι, ἀφοῦ ἄλλως τε διεψεύσθησαν καὶ ὑπὸ τῆς «Ἀνακριτικῆς Ἐπιτροπῆς», ἥτις μετέβη ἐπὶ τόπου. xyxy=(259,278,486,587)
paragraph: Ὁ κ. ΒΑΛΑΣΑΚΗΣ προτείνει νὰ ψηφισθῇ εἰς α' ἀνάγνωσιν τὸ νομοσχέδιον περὶ διαδεκατημορίων τῶν ἐπὶ πέραν ταύτην. xyxy=(4,1909,252,1971)
section-heading: ΔΗΜΟΤΙΚΟΝ ΣΥΜΒΟΥΛΙΟΝ xyxy=(732,1226,962,1277)
telegram-text: (Ἰδιαίτερον τηλεγράφημα τοῦ «Σκρὶπ» διὰ Κερκύρας). Ἡ Σερβία ἐπισήμως ἐδήλωσεν ὅτι οὐδὲν θὰ προβάλῃ ἐμπόδιον εἰς τὸν διορισμὸν τοῦ πρίγκηπος Γεωργίου ὡς διοικητοῦ τῆς Κρήτης. Ὁμοίας διαβεβαιώσεις δίδει καὶ ἡ Βουλγαρία ἐξαγγέλλουσα ὅπως καὶ ἡ Σερβία ὥστε νὰ ἐκλείψουν αἱ προφάσεις τῶν ἀντιστρατευομένων εἰς τὴν ὑποψηφιότητα τοῦ Γεωργίου, οἵτινες ἰσχυρίζονται ὅτι ὁ διορισμὸς οὗτος θὰ ἐπιφέρῃ ταραχὰς εἰς τὰ Βαλκάνια. xyxy=(493,268,724,560)
column-3 xyxy=(493,131,724,2302)
paragraph: Ἐπίσης εἶνε διατρυπημένον ὑπὸ σφαίρας τὸ δέρμα τοῦ ὀπισθίου μέρους τῆς κοινῶς λεγομένης κουκούλας τῆς ἁμάξης. Ὀπισθως δὲ ἐκ τῶν φανῶν φέρει σημεῖα βλήματος. xyxy=(732,1124,962,1217)
headline-large: ΤΗΣ ΔΟΛΟΦΟΝΙΑΣ xyxy=(502,1475,715,1503)
section-subheading: Αἱ δηλώσεις τῶν Δυνάμεων. Ἐπίσημος ἀναγγελία. xyxy=(262,853,483,884)
paragraph: Ὁ ἁμαξηλάτης τοῦ Βασιλέως πρακλήθη ἐξεταζόμενος διὰ μακρῶν καὶ ἀργήθη ἐν τέλει καὶ οὗτος μετὰ τοῦ Κυριακοῦ. Μετὰ τῆς ἐξετάσεως ὡδηγήθη ἐνώπιον αὐτοῦ ὁ Καρδίτσης. Ὁ ἁμαξηλάτης ἀνεγνώρισε τοῦτον καὶ ἐπέλευσε κατηγορηματικῶς, ὅτι αὐτὸς εἶνε ὁ εἷς ἐκ τῶν ἐπιτεθέντων κατὰ τοῦ Βασιλέως. xyxy=(732,629,962,785)
section-subheading: Τὸ ζήτημα τῆς ἱδρύσεως ναοῦ. xyxy=(752,1281,942,1313)
column-rule xyxy=(966,63,967,2218)
section-subheading: Ἀναρχικαὶ ἐφημερίδες. xyxy=(756,179,937,195)
paragraph: Ὁ κ. Μανδαλάκης ἐδήλωσεν ὅτι ἀγνοεῖ τὸν λόγον, ὑπέδειξε δὲ τοὺς φέροντας πρὸς αὐτὸν τὴν ὕλην πρὸς τύπωσιν. xyxy=(732,542,962,605)
section-heading-stratiotika: ΣΤΡΑΤΙΩΤΙΚΑ xyxy=(970,913,1217,945)
paragraph: Ἡ ἄφιξις τοῦ κ. Στεφάνου σχετίζεται ὡς ἐπικρατεῖ μετὰ τῆς διαπραγματεύσεως περὶ τῆς ἐκκενώσεως τῆς Θεσσαλίας καὶ τοῦ δανείου, πρὸς ἃ συνδέονται καὶ ἐμπορικαὶ σχέσεις εἰς ἐπικείμενα. xyxy=(970,1598,1217,1692)
paragraph: ΚΑΡΑΠΑΝΟΣ. Τότε ἃς ἀναβληθῇ διὰ αὔριον. xyxy=(4,2052,252,2083)
section-heading: ΚΑΤΑΓΓΕΛΙΑ ΤΟΥ ΝΕΡΗ xyxy=(259,1672,486,1724)
